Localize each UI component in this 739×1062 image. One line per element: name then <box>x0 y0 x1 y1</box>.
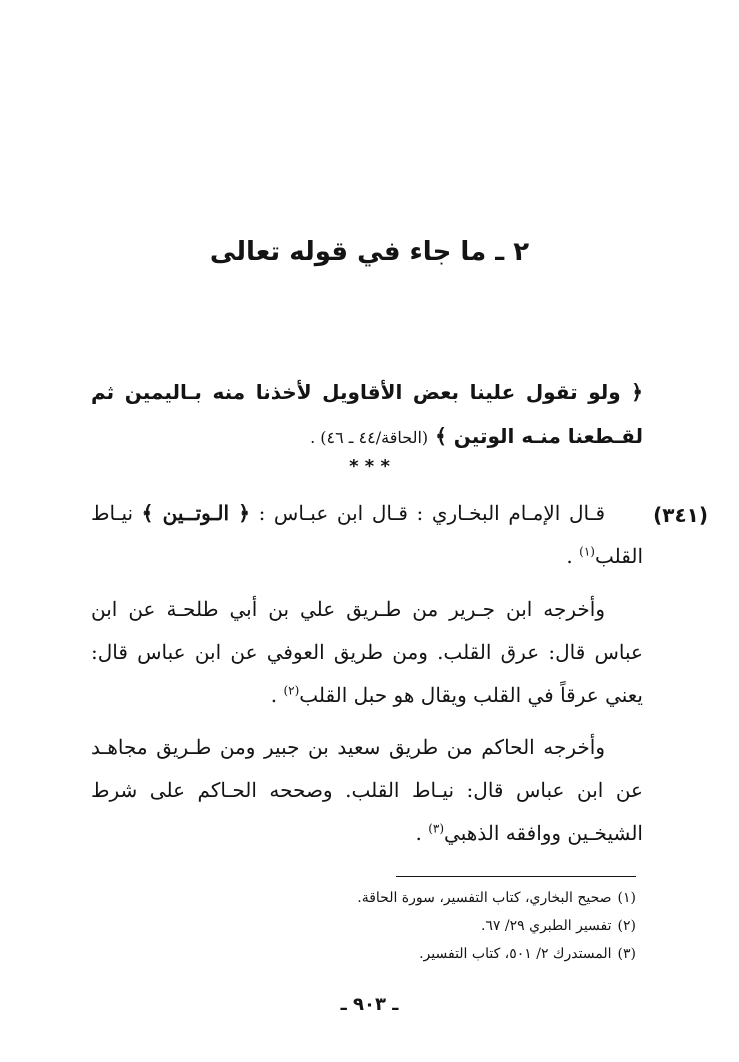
footnote-text: تفسير الطبري ٢٩/ ٦٧. <box>480 918 612 934</box>
paragraph-lead: قـال الإمـام البخـاري : قـال ابن عبـاس : <box>249 501 606 525</box>
footnote-number: (٢) <box>617 918 636 934</box>
paragraph-text: وأخرجه ابن جـرير من طـريق علي بن أبي طلحـة عن ابن عباس قال: عرق القلب. ومن طريق العوفي عن ابن عباس قال: يعني عرقاً في القلب ويقال هو حبل القلب <box>91 597 643 707</box>
paragraph-end: . <box>566 544 580 568</box>
footnote-text: المستدرك ٢/ ٥٠١، كتاب التفسير. <box>419 946 612 962</box>
hadith-number: (٣٤١) <box>653 503 708 527</box>
paragraph-end: . <box>415 821 429 845</box>
hadith-paragraph-bukhari <box>91 492 643 578</box>
footnote-marker[interactable]: (٢) <box>283 683 300 698</box>
footnote-number: (١) <box>617 890 636 906</box>
page-number: ـ ٩٠٣ ـ <box>340 994 399 1015</box>
hadith-paragraph-hakim <box>91 726 643 855</box>
footnote-marker[interactable]: (٣) <box>428 821 445 836</box>
quran-verse <box>91 370 643 460</box>
chapter-title: ٢ ـ ما جاء في قوله تعالى <box>209 237 530 267</box>
quoted-term: ﴿ الـوتــين ﴾ <box>141 501 250 525</box>
footnote-item <box>216 912 636 940</box>
footnote-marker[interactable]: (١) <box>579 544 595 559</box>
footnotes-list <box>216 884 636 968</box>
footnote-number: (٣) <box>617 946 636 962</box>
section-separator: * * * <box>349 456 390 477</box>
hadith-paragraph-tabari <box>91 588 643 717</box>
paragraph-rest: نيـاط القلب <box>91 501 643 568</box>
paragraph-text: وأخرجه الحاكم من طريق سعيد بن جبير ومن طـريق مجاهـد عن ابن عباس قال: نيـاط القلب. وصححه الحـاكم على شرط الشيخـين ووافقه الذهبي <box>91 735 643 845</box>
footnote-text: صحيح البخاري، كتاب التفسير، سورة الحاقة. <box>357 890 612 906</box>
footnote-item <box>216 884 636 912</box>
footnote-item <box>216 940 636 968</box>
verse-reference: (الحاقة/٤٤ ـ ٤٦) . <box>310 428 429 447</box>
paragraph-end: . <box>270 683 284 707</box>
footnote-divider <box>396 876 636 877</box>
verse-text: ﴿ ولو تقول علينا بعض الأقاويل لأخذنا منه بـاليمين ثم لقـطعنا منـه الوتين ﴾ <box>91 380 643 448</box>
